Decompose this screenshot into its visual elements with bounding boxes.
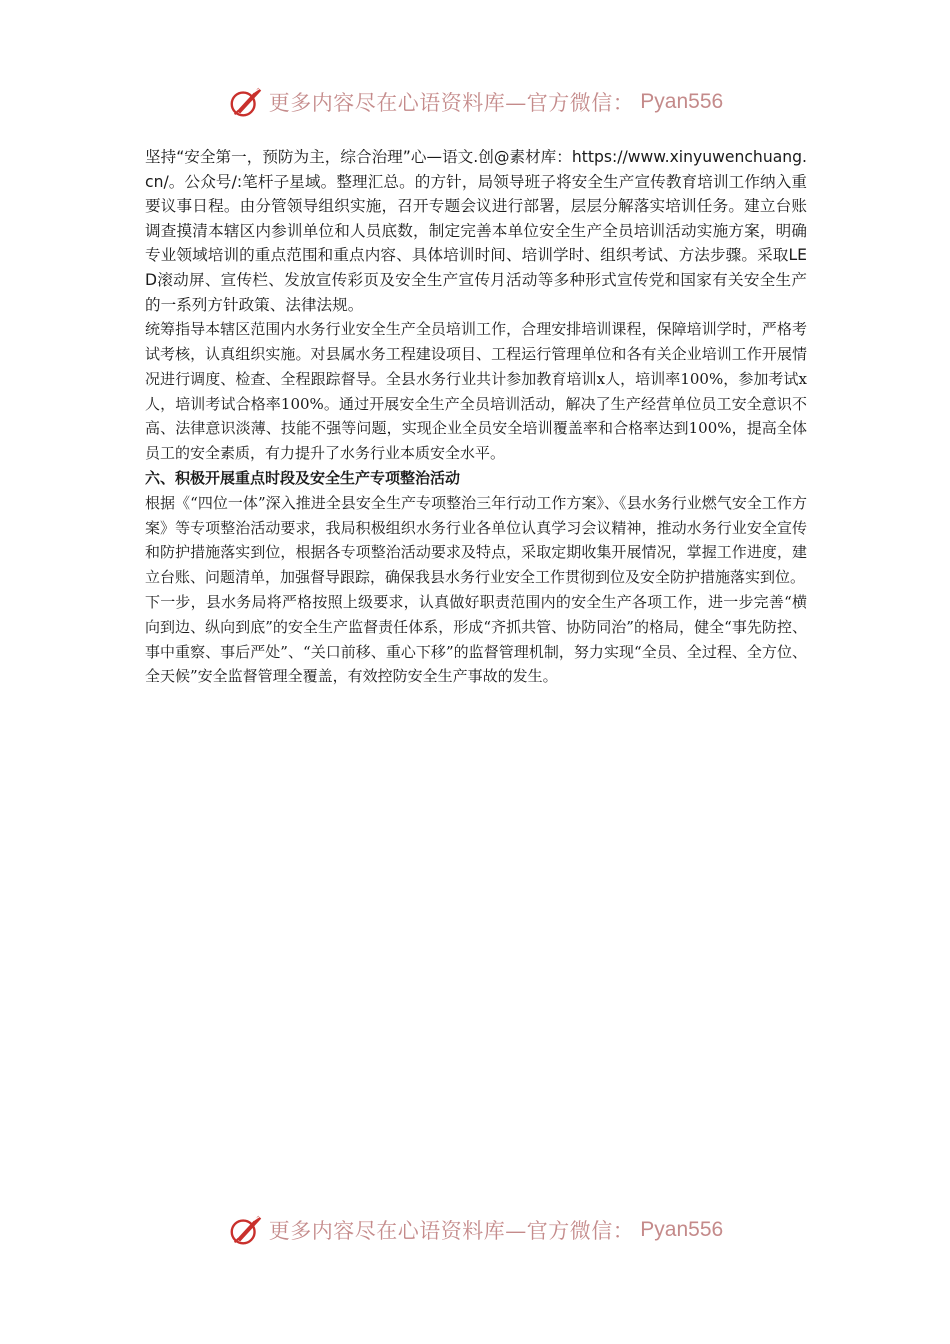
paragraph-1: 坚持“安全第一，预防为主，综合治理”心—语文.创@素材库：https://www.xinyuwenchuang.cn/。公众号/:笔杆子星域。整理汇总。的方针，局领导班子将安全生产宣传教育培训工作纳入重要议事日程。由分管领导组织实施，召开专题会议进行部署，层层分解落实培训任务。建立台账调查摸清本辖区内参训单位和人员底数，制定完善本单位安全生产全员培训活动实施方案，明确专业领域培训的重点范围和重点内容、具体培训时间、培训学时、组织考试、方法步骤。采取LED滚动屏、宣传栏、发放宣传彩页及安全生产宣传月活动等多种形式宣传党和国家有关安全生产的一系列方针政策、法律法规。 (145, 148, 807, 314)
header-banner (0, 80, 950, 124)
section-heading: 六、积极开展重点时段及安全生产专项整治活动 (145, 468, 461, 487)
paragraph-4: 下一步，县水务局将严格按照上级要求，认真做好职责范围内的安全生产各项工作，进一步完善“横向到边、纵向到底”的安全生产监督责任体系，形成“齐抓共管、协防同治”的格局，健全“事先防控、事中重察、事后严处”、“关口前移、重心下移”的监督管理机制，努力实现“全员、全过程、全方位、全天候”安全监督管理全覆盖，有效控防安全生产事故的发生。 (145, 592, 807, 686)
wechat-id: Pyan556 (640, 90, 724, 113)
footer-banner (0, 1208, 950, 1252)
quill-logo-icon (227, 83, 265, 121)
paragraph-3: 根据《“四位一体”深入推进全县安全生产专项整治三年行动工作方案》、《县水务行业燃气安全工作方案》等专项整治活动要求，我局积极组织水务行业各单位认真学习会议精神，推动水务行业安全宣传和防护措施落实到位，根据各专项整治活动要求及特点，采取定期收集开展情况，掌握工作进度，建立台账、问题清单，加强督导跟踪，确保我县水务行业安全工作贯彻到位及安全防护措施落实到位。 (145, 493, 807, 587)
paragraph-2: 统筹指导本辖区范围内水务行业安全生产全员培训工作，合理安排培训课程，保障培训学时，严格考试考核，认真组织实施。对县属水务工程建设项目、工程运行管理单位和各有关企业培训工作开展情况进行调度、检查、全程跟踪督导。全县水务行业共计参加教育培训x人，培训率100%，参加考试x人，培训考试合格率100%。通过开展安全生产全员培训活动，解决了生产经营单位员工安全意识不高、法律意识淡薄、技能不强等问题，实现企业全员安全培训覆盖率和合格率达到100%，提高全体员工的安全素质，有力提升了水务行业本质安全水平。 (145, 320, 807, 463)
banner-text: 更多内容尽在心语资料库—官方微信： (268, 1219, 635, 1243)
banner-text: 更多内容尽在心语资料库—官方微信： (268, 91, 635, 115)
wechat-id: Pyan556 (640, 1218, 724, 1241)
document-body (145, 145, 807, 689)
quill-logo-icon (227, 1211, 265, 1249)
